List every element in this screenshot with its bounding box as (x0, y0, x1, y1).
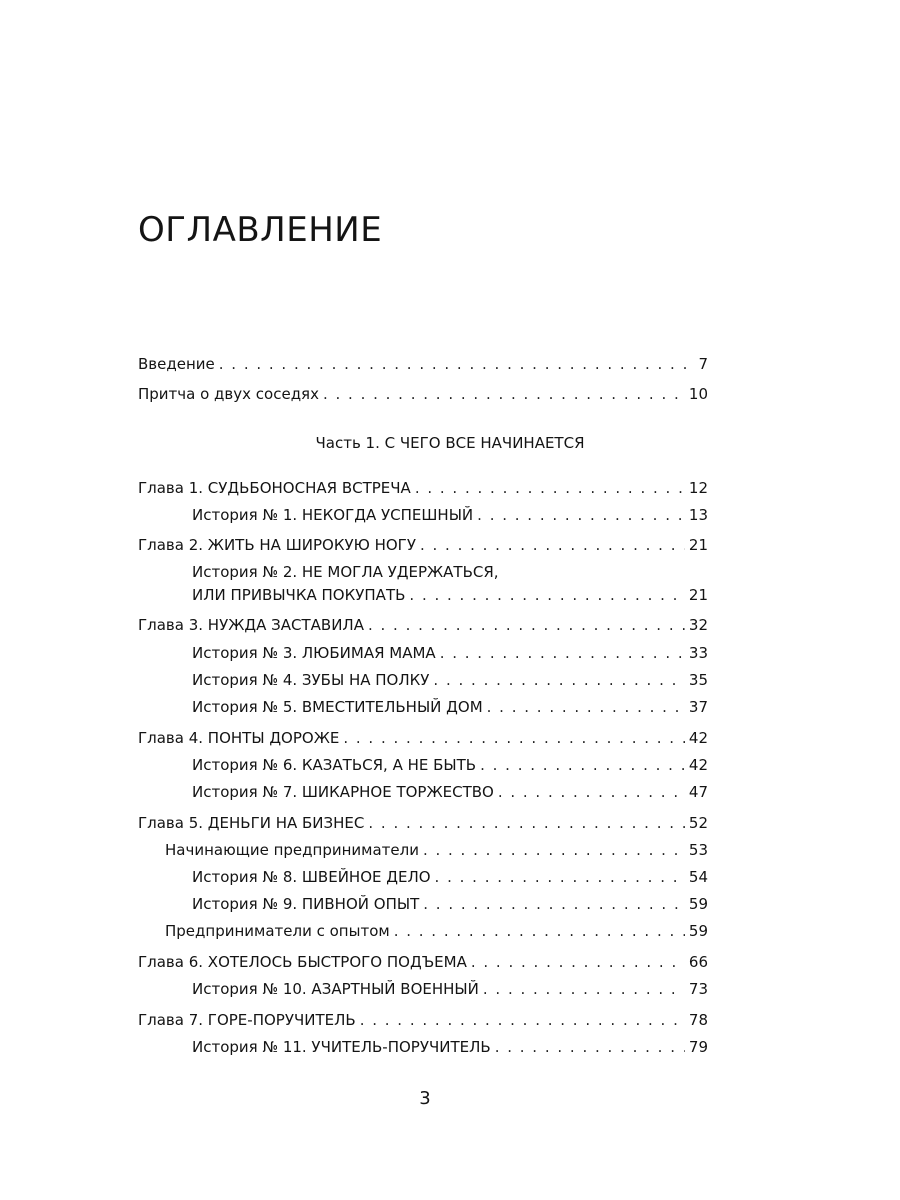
toc-story-8[interactable] (192, 867, 708, 887)
toc-chapter-2[interactable] (138, 535, 708, 555)
toc-entry-label: Притча о двух соседях (138, 385, 319, 403)
toc-chapter-5[interactable] (138, 813, 708, 833)
dot-leader (495, 1037, 685, 1057)
dot-leader (409, 585, 685, 605)
dot-leader (368, 615, 685, 635)
toc-story-6[interactable] (192, 755, 708, 775)
part-heading: Часть 1. С ЧЕГО ВСЕ НАЧИНАЕТСЯ (315, 434, 585, 452)
toc-entry-page: 32 (688, 616, 708, 634)
dot-leader (480, 755, 685, 775)
toc-entry-label: История № 8. ШВЕЙНОЕ ДЕЛО (192, 868, 431, 886)
dot-leader (423, 840, 685, 860)
dot-leader (420, 535, 685, 555)
toc-entry-page: 42 (688, 729, 708, 747)
toc-entry-label: История № 11. УЧИТЕЛЬ-ПОРУЧИТЕЛЬ (192, 1038, 491, 1056)
toc-chapter-6[interactable] (138, 952, 708, 972)
toc-entry-page: 10 (688, 385, 708, 403)
dot-leader (394, 921, 685, 941)
toc-story-2[interactable] (192, 585, 708, 605)
dot-leader (440, 643, 685, 663)
toc-entry-page: 66 (688, 953, 708, 971)
toc-entry-page: 37 (688, 698, 708, 716)
toc-story-1[interactable] (192, 505, 708, 525)
toc-story-7[interactable] (192, 782, 708, 802)
toc-entry-label: Глава 1. СУДЬБОНОСНАЯ ВСТРЕЧА (138, 479, 411, 497)
dot-leader (483, 979, 685, 999)
dot-leader (343, 728, 685, 748)
toc-entry-page: 52 (688, 814, 708, 832)
toc-entry-page: 78 (688, 1011, 708, 1029)
dot-leader (360, 1010, 685, 1030)
toc-entry-page: 7 (698, 355, 708, 373)
dot-leader (415, 478, 685, 498)
toc-entry-page: 53 (688, 841, 708, 859)
dot-leader (368, 813, 685, 833)
toc-entry-page: 59 (688, 895, 708, 913)
toc-entry-label: История № 5. ВМЕСТИТЕЛЬНЫЙ ДОМ (192, 698, 483, 716)
toc-entry-label: ИЛИ ПРИВЫЧКА ПОКУПАТЬ (192, 586, 406, 604)
toc-story-10[interactable] (192, 979, 708, 999)
toc-chapter-3[interactable] (138, 615, 708, 635)
toc-entry-label: История № 6. КАЗАТЬСЯ, А НЕ БЫТЬ (192, 756, 477, 774)
dot-leader (423, 894, 685, 914)
dot-leader (498, 782, 685, 802)
toc-entry-page: 33 (688, 644, 708, 662)
toc-entry-label: История № 9. ПИВНОЙ ОПЫТ (192, 895, 420, 913)
page-number: 3 (419, 1088, 431, 1109)
toc-entry-label: История № 1. НЕКОГДА УСПЕШНЫЙ (192, 506, 474, 524)
toc-entry-label: Глава 2. ЖИТЬ НА ШИРОКУЮ НОГУ (138, 536, 416, 554)
toc-entry-parable[interactable] (138, 384, 708, 404)
toc-chapter-1[interactable] (138, 478, 708, 498)
toc-entry-page: 42 (688, 756, 708, 774)
toc-entry-label: Глава 5. ДЕНЬГИ НА БИЗНЕС (138, 814, 365, 832)
dot-leader (219, 354, 695, 374)
toc-entry-label: История № 4. ЗУБЫ НА ПОЛКУ (192, 671, 430, 689)
toc-entry-page: 79 (688, 1038, 708, 1056)
toc-entry-page: 59 (688, 922, 708, 940)
toc-entry-page: 12 (688, 479, 708, 497)
toc-story-11[interactable] (192, 1037, 708, 1057)
toc-chapter-4[interactable] (138, 728, 708, 748)
toc-entry-label: Глава 7. ГОРЕ-ПОРУЧИТЕЛЬ (138, 1011, 356, 1029)
page-title: ОГЛАВЛЕНИЕ (138, 210, 383, 250)
toc-story-2-line1: История № 2. НЕ МОГЛА УДЕРЖАТЬСЯ, (192, 563, 499, 581)
toc-story-4[interactable] (192, 670, 708, 690)
toc-chapter-7[interactable] (138, 1010, 708, 1030)
toc-entry-page: 13 (688, 506, 708, 524)
dot-leader (323, 384, 685, 404)
dot-leader (435, 867, 685, 887)
toc-entry-label: История № 10. АЗАРТНЫЙ ВОЕННЫЙ (192, 980, 479, 998)
toc-entry-label: Глава 3. НУЖДА ЗАСТАВИЛА (138, 616, 364, 634)
dot-leader (477, 505, 685, 525)
toc-entry-label: История № 3. ЛЮБИМАЯ МАМА (192, 644, 436, 662)
toc-entry-page: 21 (688, 586, 708, 604)
toc-entry-page: 35 (688, 671, 708, 689)
toc-entry-intro[interactable] (138, 354, 708, 374)
toc-entry-page: 47 (688, 783, 708, 801)
toc-entry-label: История № 7. ШИКАРНОЕ ТОРЖЕСТВО (192, 783, 494, 801)
toc-entry-page: 54 (688, 868, 708, 886)
toc-entry-label: Введение (138, 355, 215, 373)
toc-section-beginners[interactable] (165, 840, 708, 860)
toc-entry-label: Предприниматели с опытом (165, 922, 390, 940)
dot-leader (471, 952, 685, 972)
toc-entry-label: Начинающие предприниматели (165, 841, 419, 859)
toc-entry-label: Глава 6. ХОТЕЛОСЬ БЫСТРОГО ПОДЪЕМА (138, 953, 467, 971)
toc-section-experienced[interactable] (165, 921, 708, 941)
toc-entry-page: 21 (688, 536, 708, 554)
toc-entry-page: 73 (688, 980, 708, 998)
toc-story-3[interactable] (192, 643, 708, 663)
dot-leader (487, 697, 685, 717)
toc-entry-label: Глава 4. ПОНТЫ ДОРОЖЕ (138, 729, 340, 747)
toc-story-5[interactable] (192, 697, 708, 717)
dot-leader (433, 670, 684, 690)
toc-story-9[interactable] (192, 894, 708, 914)
